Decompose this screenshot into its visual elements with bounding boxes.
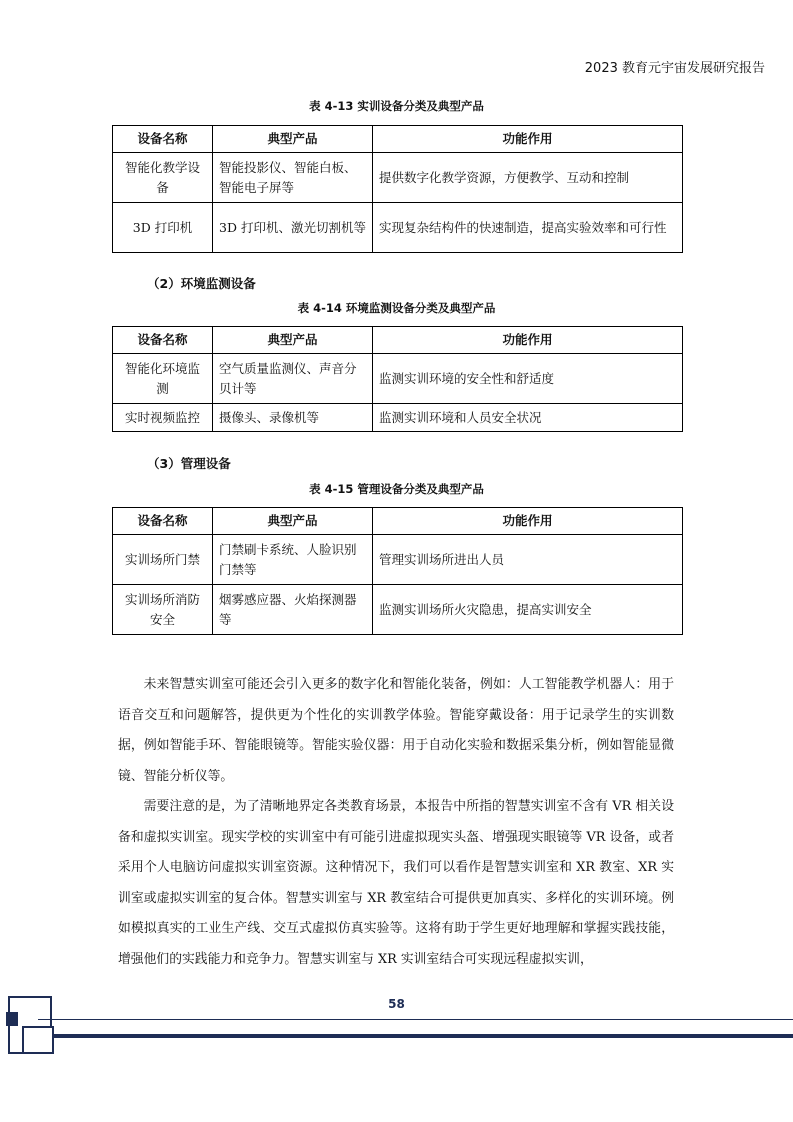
table-row xyxy=(113,153,683,203)
footer-rule xyxy=(38,1019,793,1020)
cell-typical-products: 智能投影仪、智能白板、智能电子屏等 xyxy=(213,153,373,203)
header-typical-products: 典型产品 xyxy=(213,508,373,535)
table-4-14-caption: 表 4-14 环境监测设备分类及典型产品 xyxy=(297,301,496,315)
cell-typical-products: 摄像头、录像机等 xyxy=(213,404,373,432)
body-text xyxy=(118,670,674,975)
table-header-row xyxy=(113,126,683,153)
table-row xyxy=(113,203,683,253)
table-row xyxy=(113,585,683,635)
footer-decoration-box xyxy=(22,1026,54,1054)
table-4-15-caption: 表 4-15 管理设备分类及典型产品 xyxy=(309,482,484,496)
cell-device-name: 智能化环境监测 xyxy=(113,354,213,404)
cell-function: 实现复杂结构件的快速制造，提高实验效率和可行性 xyxy=(373,203,683,253)
header-function: 功能作用 xyxy=(373,126,683,153)
table-header-row xyxy=(113,508,683,535)
section-heading-management: （3）管理设备 xyxy=(147,456,231,471)
cell-device-name: 实训场所消防安全 xyxy=(113,585,213,635)
page-number: 58 xyxy=(388,997,405,1011)
paragraph-future-equipment: 未来智慧实训室可能还会引入更多的数字化和智能化装备，例如：人工智能教学机器人：用于语音交互和问题解答，提供更为个性化的实训教学体验。智能穿戴设备：用于记录学生的实训数据，例如智能手环、智能眼镜等。智能实验仪器：用于自动化实验和数据采集分析，例如智能显微镜、智能分析仪等。 xyxy=(118,677,674,784)
cell-function: 监测实训环境的安全性和舒适度 xyxy=(373,354,683,404)
header-function: 功能作用 xyxy=(373,508,683,535)
header-typical-products: 典型产品 xyxy=(213,126,373,153)
report-header-title: 2023 教育元宇宙发展研究报告 xyxy=(584,61,765,76)
table-row xyxy=(113,535,683,585)
section-heading-environment: （2）环境监测设备 xyxy=(147,276,256,291)
cell-typical-products: 门禁刷卡系统、人脸识别门禁等 xyxy=(213,535,373,585)
table-row xyxy=(113,404,683,432)
table-4-13-caption: 表 4-13 实训设备分类及典型产品 xyxy=(309,99,484,113)
header-typical-products: 典型产品 xyxy=(213,327,373,354)
table-4-13 xyxy=(112,125,683,253)
header-device-name: 设备名称 xyxy=(113,327,213,354)
header-function: 功能作用 xyxy=(373,327,683,354)
footer-rule-thick xyxy=(38,1034,793,1038)
cell-typical-products: 3D 打印机、激光切割机等 xyxy=(213,203,373,253)
table-header-row xyxy=(113,327,683,354)
cell-function: 监测实训环境和人员安全状况 xyxy=(373,404,683,432)
cell-function: 管理实训场所进出人员 xyxy=(373,535,683,585)
cell-device-name: 实时视频监控 xyxy=(113,404,213,432)
header-device-name: 设备名称 xyxy=(113,126,213,153)
paragraph-scope-note: 需要注意的是，为了清晰地界定各类教育场景，本报告中所指的智慧实训室不含有 VR 相关设备和虚拟实训室。现实学校的实训室中有可能引进虚拟现实头盔、增强现实眼镜等 VR 设备，或者采用个人电脑访问虚拟实训室资源。这种情况下，我们可以看作是智慧实训室和 XR 教室、XR 实训室或虚拟实训室的复合体。智慧实训室与 XR 教室结合可提供更加真实、多样化的实训环境。例如模拟真实的工业生产线、交互式虚拟仿真实验等。这将有助于学生更好地理解和掌握实践技能，增强他们的实践能力和竞争力。智慧实训室与 XR 实训室结合可实现远程虚拟实训， xyxy=(118,799,674,967)
cell-typical-products: 烟雾感应器、火焰探测器等 xyxy=(213,585,373,635)
cell-device-name: 3D 打印机 xyxy=(113,203,213,253)
cell-function: 提供数字化教学资源，方便教学、互动和控制 xyxy=(373,153,683,203)
cell-device-name: 智能化教学设备 xyxy=(113,153,213,203)
cell-function: 监测实训场所火灾隐患，提高实训安全 xyxy=(373,585,683,635)
header-device-name: 设备名称 xyxy=(113,508,213,535)
cell-device-name: 实训场所门禁 xyxy=(113,535,213,585)
table-4-14 xyxy=(112,326,683,432)
table-4-15 xyxy=(112,507,683,635)
table-row xyxy=(113,354,683,404)
cell-typical-products: 空气质量监测仪、声音分贝计等 xyxy=(213,354,373,404)
footer-decoration-block xyxy=(6,1012,18,1026)
